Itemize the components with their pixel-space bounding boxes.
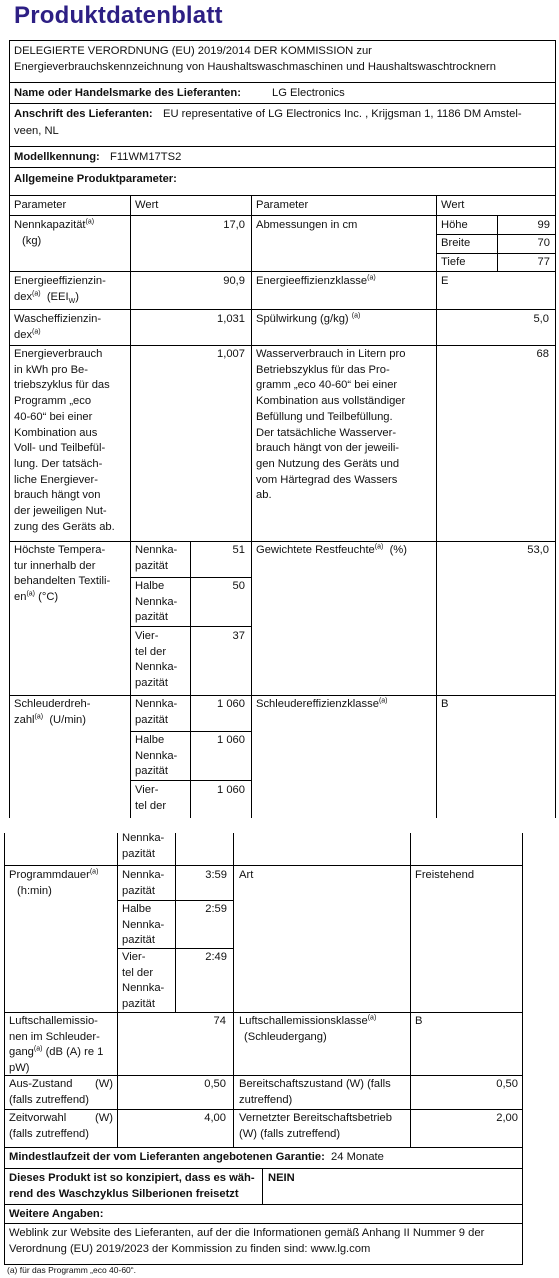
dur-quarter-label: Vier- tel der Nennka- pazität (122, 951, 165, 1010)
regulation-line-1: DELEGIERTE VERORDNUNG (EU) 2019/2014 DER KOMMISSION zur (14, 45, 372, 57)
silver-label: Dieses Produkt ist so konzipiert, dass es wäh- rend des Waschzyklus Silberionen freisetzt (9, 1172, 255, 1200)
temp-full-value: 51 (232, 544, 245, 556)
height-value: 99 (537, 219, 550, 231)
height-label: Höhe (441, 219, 468, 231)
temp-label: Höchste Tempera- tur innerhalb der behandelten Textili- $en^{(a)}$ (°C) (14, 544, 111, 603)
supplier-address-value-2: veen, NL (14, 125, 59, 137)
supplier-address-label: Anschrift des Lieferanten: (14, 108, 153, 120)
wash-label-2: dex$^{(a)}$ (14, 328, 41, 341)
weblink-line-1: Weblink zur Website des Lieferanten, auf der die Informationen gemäß Anhang II Nummer 9 der (9, 1227, 485, 1239)
dur-quarter-value: 2:49 (205, 951, 227, 963)
supplier-address-value-1: EU representative of LG Electronics Inc. , Krijgsman 1, 1186 DM Amstel- (163, 108, 522, 120)
guarantee: Mindestlaufzeit der vom Lieferanten angebotenen Garantie: 24 Monate (9, 1151, 384, 1163)
depth-value: 77 (537, 256, 550, 268)
weblink-line-2[interactable]: Verordnung (EU) 2019/2023 der Kommission zu finden sind: www.lg.com (9, 1243, 371, 1255)
networked-value: 2,00 (496, 1112, 518, 1124)
temp-full-label: Nennka- pazität (135, 544, 178, 572)
type-value: Freistehend (415, 869, 475, 881)
silver-value: NEIN (268, 1172, 295, 1184)
eei-value: 90,9 (223, 275, 245, 287)
dur-half-value: 2:59 (205, 903, 227, 915)
duration-label: Programmdauer$^{(a)}$ (h:min) (9, 868, 99, 897)
supplier-name-label: Name oder Handelsmarke des Lieferanten: (14, 87, 241, 99)
th-value-2: Wert (441, 199, 465, 211)
capacity-label: Nennkapazität$^{(a)}$ (14, 218, 95, 231)
moisture-label: Gewichtete Restfeuchte$^{(a)}$ (%) (256, 543, 407, 556)
th-param: Parameter (14, 199, 67, 211)
width-label: Breite (441, 237, 471, 249)
spin-class-value: B (441, 698, 449, 710)
rinse-label: Spülwirkung (g/kg) $^{(a)}$ (256, 312, 361, 325)
temp-quarter-label: Vier- tel der Nennka- pazität (135, 630, 178, 689)
dur-half-label: Halbe Nennka- pazität (122, 903, 165, 946)
footnote: (a) für das Programm „eco 40-60“. (7, 1265, 136, 1275)
capacity-value: 17,0 (223, 219, 245, 231)
th-value: Wert (135, 199, 159, 211)
supplier-name-value: LG Electronics (272, 87, 345, 99)
spin-half-value: 1 060 (217, 734, 245, 746)
general-params-label: Allgemeine Produktparameter: (14, 173, 177, 185)
regulation-line-2: Energieverbrauchskennzeichnung von Haushaltswaschmaschinen und Haushaltswaschtrocknern (14, 61, 496, 73)
delay-value: 4,00 (204, 1112, 226, 1124)
type-label: Art (239, 869, 254, 881)
moisture-value: 53,0 (527, 544, 549, 556)
noise-class-value: B (415, 1015, 423, 1027)
water-value: 68 (536, 348, 549, 360)
model-label: Modellkennung: (14, 151, 100, 163)
spin-full-value: 1 060 (217, 698, 245, 710)
spin-quarter-value: 1 060 (217, 784, 245, 796)
eclass-label: Energieeffizienzklasse$^{(a)}$ (256, 274, 376, 287)
off-label: Aus-Zustand (W) (falls zutreffend) (9, 1078, 113, 1106)
eclass-value: E (441, 275, 449, 287)
more-info-label: Weitere Angaben: (9, 1208, 104, 1220)
standby-label: Bereitschaftszustand (W) (falls zutreffend) (239, 1078, 391, 1106)
dimensions-label: Abmessungen in cm (256, 219, 358, 231)
spin-full-label: Nennka- pazität (135, 698, 178, 726)
spin-class-label: Schleudereffizienzklasse$^{(a)}$ (256, 697, 388, 710)
delay-label: Zeitvorwahl (W) (falls zutreffend) (9, 1112, 113, 1140)
water-label: Wasserverbrauch in Litern pro Betriebszyklus für das Pro- gramm „eco 40-60“ bei einer Kombination aus vollständiger Befüllung und Teilbefüllung. Der tatsächliche Wasserver- brauch hängt von der jeweili- gen Nutzung des Geräts und vom Härtegrad des Wassers ab. (256, 348, 406, 502)
temp-half-label: Halbe Nennka- pazität (135, 580, 178, 623)
noise-class-label: Luftschallemissionsklasse$^{(a)}$ (Schleudergang) (239, 1014, 377, 1043)
temp-half-value: 50 (232, 580, 245, 592)
model-value: F11WM17TS2 (110, 151, 182, 163)
dur-full-value: 3:59 (205, 869, 227, 881)
depth-label: Tiefe (441, 256, 466, 268)
width-value: 70 (537, 237, 550, 249)
eei-label-2: dex$^{(a)}$ $(EEI_W)$ (14, 290, 79, 306)
temp-quarter-value: 37 (232, 630, 245, 642)
networked-label: Vernetzter Bereitschaftsbetrieb (W) (falls zutreffend) (239, 1112, 392, 1140)
spin-quarter-label-a: Vier- tel der (135, 784, 167, 812)
noise-value: 74 (213, 1015, 226, 1027)
wash-value: 1,031 (217, 313, 245, 325)
page-title: Produktdatenblatt (14, 2, 223, 29)
spin-half-label: Halbe Nennka- pazität (135, 734, 178, 777)
spin-label: Schleuderdreh- zahl$^{(a)}$ (U/min) (14, 698, 91, 726)
wash-label-1: Wascheffizienzin- (14, 313, 102, 325)
capacity-unit: (kg) (22, 235, 42, 247)
spin-quarter-label-b: Nennka- pazität (122, 832, 165, 860)
energy-value: 1,007 (217, 348, 245, 360)
noise-label: Luftschallemissio- nen im Schleuder- gang$^{(a)}$ (dB (A) re 1 pW) (9, 1015, 104, 1074)
energy-label: Energieverbrauch in kWh pro Be- triebszyklus für das Programm „eco 40-60“ bei einer Kombination aus Voll- und Teilbefül- lung. Der tatsäch- liche Energiever- brauch hängt von der jeweiligen Nut- zung des Geräts ab. (14, 348, 115, 533)
standby-value: 0,50 (496, 1078, 518, 1090)
rinse-value: 5,0 (533, 313, 549, 325)
dur-full-label: Nennka- pazität (122, 869, 165, 897)
th-param-2: Parameter (256, 199, 309, 211)
eei-label-1: Energieeffizienzin- (14, 275, 106, 287)
off-value: 0,50 (204, 1078, 226, 1090)
